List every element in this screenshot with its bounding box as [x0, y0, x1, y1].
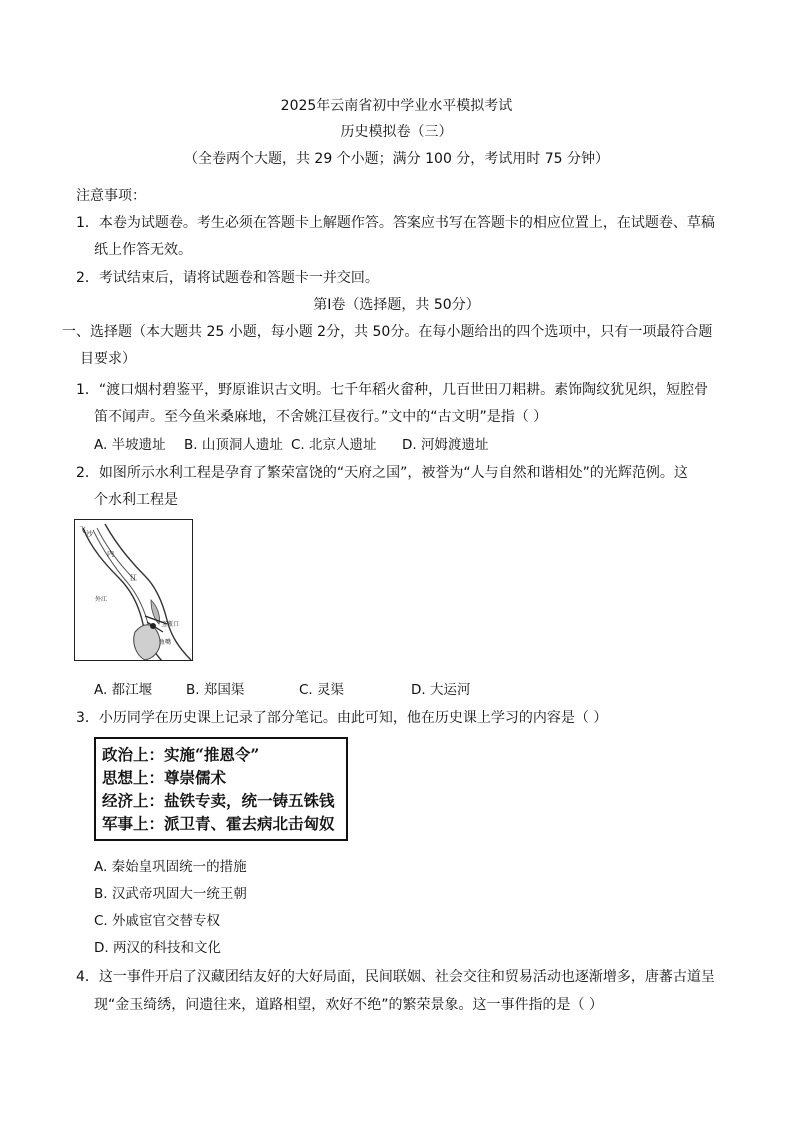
q2-option-c[interactable]: C. 灵渠 — [299, 682, 345, 698]
q4-stem-line-1: 4．这一事件开启了汉藏团结友好的大好局面，民间联姻、社会交往和贸易活动也逐渐增多，唐蕃古道呈 — [76, 969, 715, 985]
q1-stem-line-2: 笛不闻声。至今鱼米桑麻地，不舍姚江昼夜行。”文中的“古文明”是指（ ） — [94, 409, 548, 425]
q1-option-d[interactable]: D. 河姆渡遗址 — [402, 437, 489, 453]
note-military: 军事上：派卫青、霍去病北击匈奴 — [102, 814, 335, 833]
exam-subtitle: 历史模拟卷（三） — [340, 124, 453, 140]
note-item-1-line-1: 1．本卷为试题卷。考生必须在答题卡上解题作答。答案应书写在答题卡的相应位置上，在试题卷、草稿 — [76, 215, 715, 231]
q4-stem-line-2: 现“金玉绮绣，问遗往来，道路相望，欢好不绝”的繁荣景象。这一事件指的是（ ） — [94, 997, 603, 1013]
map-label-4: 江 — [130, 574, 137, 582]
exam-info: （全卷两个大题，共 29 个小题；满分 100 分，考试用时 75 分钟） — [183, 151, 610, 167]
q2-stem-line-1: 2．如图所示水利工程是孕育了繁荣富饶的“天府之国”，被誉为“人与自然和谐相处”的光辉范例。这 — [76, 465, 688, 481]
q3-option-d[interactable]: D. 两汉的科技和文化 — [94, 940, 221, 956]
q1-option-c[interactable]: C. 北京人遗址 — [291, 437, 377, 453]
map-label-2: 沙 — [86, 530, 93, 538]
map-label-6: 鱼嘴 — [159, 639, 172, 646]
map-label-7: 外江 — [95, 596, 108, 603]
q3-stem: 3．小历同学在历史课上记录了部分笔记。由此可知，他在历史课上学习的内容是（ ） — [76, 710, 608, 726]
part-heading-line-2: 目要求） — [80, 351, 136, 367]
map-label-3: 内 — [107, 550, 114, 558]
q2-option-b[interactable]: B. 郑国渠 — [186, 682, 245, 698]
note-economy: 经济上：盐铁专卖，统一铸五铢钱 — [102, 791, 335, 810]
note-item-2: 2．考试结束后，请将试题卷和答题卡一并交回。 — [76, 270, 379, 286]
map-label-5: 宝瓶口 — [161, 621, 180, 628]
note-thought: 思想上：尊崇儒术 — [102, 768, 227, 787]
q3-option-a[interactable]: A. 秦始皇巩固统一的措施 — [94, 859, 247, 875]
q2-option-d[interactable]: D. 大运河 — [411, 682, 471, 698]
q3-option-c[interactable]: C. 外戚宦官交替专权 — [94, 913, 221, 929]
q1-option-a[interactable]: A. 半坡遗址 — [94, 437, 166, 453]
part-heading-line-1: 一、选择题（本大题共 25 小题，每小题 2分，共 50分。在每小题给出的四个选项中，只有一项最符合题 — [62, 324, 713, 340]
q1-option-b[interactable]: B. 山顶洞人遗址 — [184, 437, 283, 453]
dujiangyan-map — [74, 519, 193, 661]
volume-heading: 第Ⅰ卷（选择题，共 50分） — [313, 297, 480, 313]
river-map-drawing — [75, 520, 193, 661]
note-item-1-line-2: 纸上作答无效。 — [94, 242, 192, 258]
q2-option-a[interactable]: A. 都江堰 — [94, 682, 153, 698]
exam-title: 2025年云南省初中学业水平模拟考试 — [280, 98, 513, 114]
q3-option-b[interactable]: B. 汉武帝巩固大一统王朝 — [94, 886, 247, 902]
notes-heading: 注意事项： — [76, 188, 146, 204]
q2-stem-line-2: 个水利工程是 — [94, 492, 178, 508]
map-label-1: 飞 — [79, 526, 86, 534]
note-politics: 政治上：实施“推恩令” — [102, 745, 260, 764]
q1-stem-line-1: 1．“渡口烟村碧鉴平，野原谁识古文明。七千年稻火畲种，几百世田刀耜耕。素饰陶纹犹见织，短腔骨 — [76, 382, 709, 398]
class-notes-image — [94, 737, 348, 841]
